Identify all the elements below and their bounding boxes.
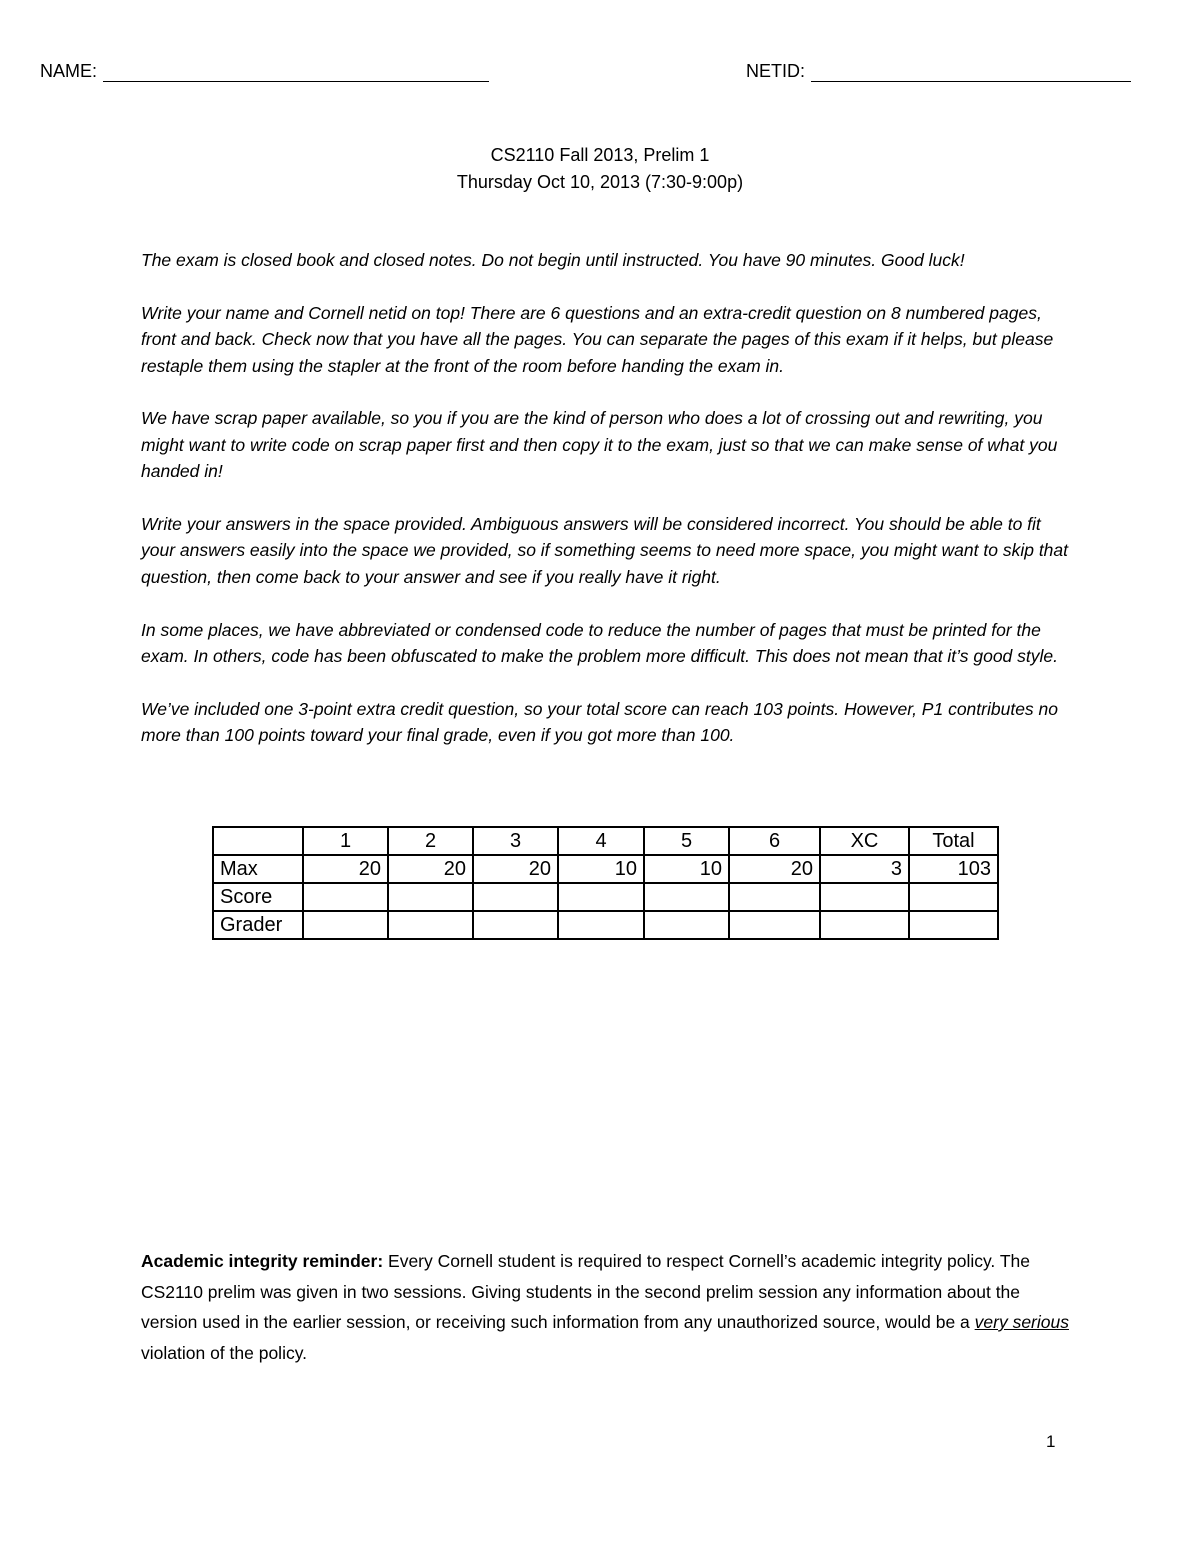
- max-cell: 20: [388, 855, 473, 883]
- instruction-paragraph: Write your answers in the space provided. Ambiguous answers will be considered incorrect. You should be able to fit your answers easily into the space we provided, so if something seems to need more space, you might want to skip that question, then come back to your answer and see if you really have it right.: [141, 514, 1069, 587]
- exam-title-line2: Thursday Oct 10, 2013 (7:30-9:00p): [456, 172, 744, 192]
- integrity-emphasis: very serious: [974, 1312, 1069, 1332]
- instruction-paragraph: The exam is closed book and closed notes. Do not begin until instructed. You have 90 minutes. Good luck!: [141, 250, 965, 270]
- netid-blank-line[interactable]: [811, 63, 1131, 82]
- score-cell[interactable]: [473, 883, 558, 911]
- column-header: 1: [303, 827, 388, 855]
- max-cell: 103: [909, 855, 998, 883]
- max-cell: 10: [558, 855, 644, 883]
- name-label: NAME:: [40, 61, 98, 81]
- score-cell[interactable]: [303, 883, 388, 911]
- column-header: Total: [909, 827, 998, 855]
- grader-cell[interactable]: [473, 911, 558, 939]
- name-field: [40, 60, 489, 82]
- header-fields: [40, 60, 1140, 86]
- instruction-paragraph: In some places, we have abbreviated or condensed code to reduce the number of pages that must be printed for the exam. In others, code has been obfuscated to make the problem more difficult. This does not mean that it’s good style.: [141, 619, 1058, 667]
- netid-label: NETID:: [746, 61, 806, 81]
- score-cell[interactable]: [820, 883, 909, 911]
- max-cell: 20: [303, 855, 388, 883]
- score-table: [212, 826, 999, 940]
- grader-cell[interactable]: [303, 911, 388, 939]
- max-cell: 20: [729, 855, 820, 883]
- score-cell[interactable]: [909, 883, 998, 911]
- grader-cell[interactable]: [644, 911, 729, 939]
- instruction-paragraph: We have scrap paper available, so you if you are the kind of person who does a lot of crossing out and rewriting, you might want to write code on scrap paper first and then copy it to the exam, just so that we can make sense of what you handed in!: [141, 408, 1058, 482]
- max-cell: 3: [820, 855, 909, 883]
- instructions: [141, 247, 1071, 775]
- score-table-header-row: [213, 827, 998, 855]
- exam-title-line1: CS2110 Fall 2013, Prelim 1: [490, 145, 710, 165]
- instruction-paragraph: We’ve included one 3-point extra credit question, so your total score can reach 103 points. However, P1 contributes no more than 100 points toward your final grade, even if you got more than 100.: [141, 698, 1059, 746]
- score-table-score-row: [213, 883, 998, 911]
- page-number: 1: [1046, 1432, 1056, 1451]
- grader-cell[interactable]: [909, 911, 998, 939]
- netid-field: [746, 60, 1131, 82]
- score-cell[interactable]: [644, 883, 729, 911]
- row-label: Grader: [213, 911, 303, 939]
- grader-cell[interactable]: [558, 911, 644, 939]
- integrity-heading: Academic integrity reminder:: [141, 1251, 384, 1271]
- row-label: Max: [213, 855, 303, 883]
- column-header: 3: [473, 827, 558, 855]
- integrity-text: Every Cornell student is required to respect Cornell’s academic integrity policy. The CS2110 prelim was given in two sessions. Giving students in the second prelim session any information about the version used in the earlier session, or receiving such information from any unauthorized source, would be a: [141, 1251, 1030, 1332]
- column-header: 6: [729, 827, 820, 855]
- column-header: 4: [558, 827, 644, 855]
- score-table-corner: [213, 827, 303, 855]
- score-table-max-row: [213, 855, 998, 883]
- score-cell[interactable]: [558, 883, 644, 911]
- row-label: Score: [213, 883, 303, 911]
- max-cell: 20: [473, 855, 558, 883]
- column-header: 5: [644, 827, 729, 855]
- academic-integrity-reminder: [141, 1246, 1071, 1368]
- integrity-text-end: violation of the policy.: [141, 1342, 308, 1363]
- column-header: 2: [388, 827, 473, 855]
- grader-cell[interactable]: [388, 911, 473, 939]
- score-table-grader-row: [213, 911, 998, 939]
- max-cell: 10: [644, 855, 729, 883]
- instruction-paragraph: Write your name and Cornell netid on top! There are 6 questions and an extra-credit question on 8 numbered pages, front and back. Check now that you have all the pages. You can separate the pages of this exam if it helps, but please restaple them using the stapler at the front of the room before handing the exam in.: [141, 302, 1054, 376]
- score-cell[interactable]: [729, 883, 820, 911]
- name-blank-line[interactable]: [103, 63, 489, 82]
- column-header: XC: [820, 827, 909, 855]
- grader-cell[interactable]: [729, 911, 820, 939]
- score-cell[interactable]: [388, 883, 473, 911]
- exam-title: [0, 142, 1200, 196]
- grader-cell[interactable]: [820, 911, 909, 939]
